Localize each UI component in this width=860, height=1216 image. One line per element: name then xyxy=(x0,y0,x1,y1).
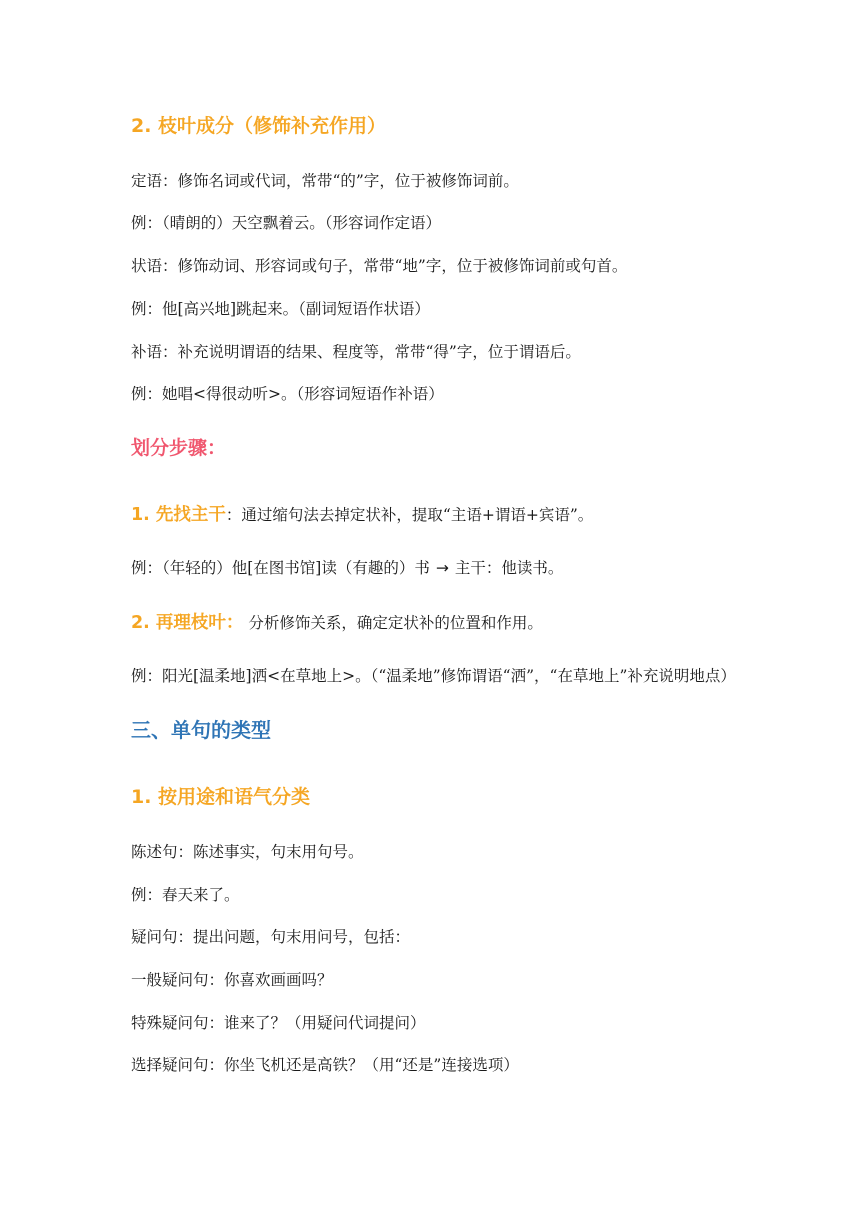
steps-heading: 划分步骤： xyxy=(131,437,227,459)
section-heading-types: 三、单句的类型 xyxy=(131,718,271,742)
interrogative-definition: 疑问句：提出问题，句末用问号，包括： xyxy=(131,928,411,946)
step-1-example-result: 主干：他读书。 xyxy=(454,559,564,577)
step-2-example: 例：阳光[温柔地]洒<在草地上>。（“温柔地”修饰谓语“洒”，“在草地上”补充说明地点） xyxy=(131,667,736,685)
declarative-definition: 陈述句：陈述事实，句末用句号。 xyxy=(131,843,364,861)
complement-example: 例：她唱<得很动听>。（形容词短语作补语） xyxy=(131,385,444,403)
general-question-example: 一般疑问句：你喜欢画画吗？ xyxy=(131,971,333,989)
step-1 xyxy=(131,505,593,525)
adverbial-example: 例：他[高兴地]跳起来。（副词短语作状语） xyxy=(131,300,430,318)
subsection-heading: 1. 按用途和语气分类 xyxy=(131,786,311,808)
step-1-label: 1. 先找主干 xyxy=(131,505,226,525)
attributive-example: 例：（晴朗的）天空飘着云。（形容词作定语） xyxy=(131,214,442,232)
choice-question-example: 选择疑问句：你坐飞机还是高铁？（用“还是”连接选项） xyxy=(131,1056,519,1074)
step-1-text: ：通过缩句法去掉定状补，提取“主语+谓语+宾语”。 xyxy=(225,506,594,524)
complement-definition: 补语：补充说明谓语的结果、程度等，常带“得”字，位于谓语后。 xyxy=(131,343,581,361)
section-heading: 2. 枝叶成分（修饰补充作用） xyxy=(131,115,387,137)
step-1-example xyxy=(131,558,563,578)
declarative-example: 例：春天来了。 xyxy=(131,886,240,904)
step-2 xyxy=(131,613,543,633)
step-1-example-text: 例：（年轻的）他[在图书馆]读（有趣的）书 xyxy=(131,559,430,577)
step-2-label: 2. 再理枝叶： xyxy=(131,613,244,633)
adverbial-definition: 状语：修饰动词、形容词或句子，常带“地”字，位于被修饰词前或句首。 xyxy=(131,257,628,275)
step-2-text: 分析修饰关系，确定定状补的位置和作用。 xyxy=(243,614,543,632)
attributive-definition: 定语：修饰名词或代词，常带“的”字，位于被修饰词前。 xyxy=(131,172,519,190)
special-question-example: 特殊疑问句：谁来了？（用疑问代词提问） xyxy=(131,1014,426,1032)
arrow-right-icon: → xyxy=(435,559,449,577)
